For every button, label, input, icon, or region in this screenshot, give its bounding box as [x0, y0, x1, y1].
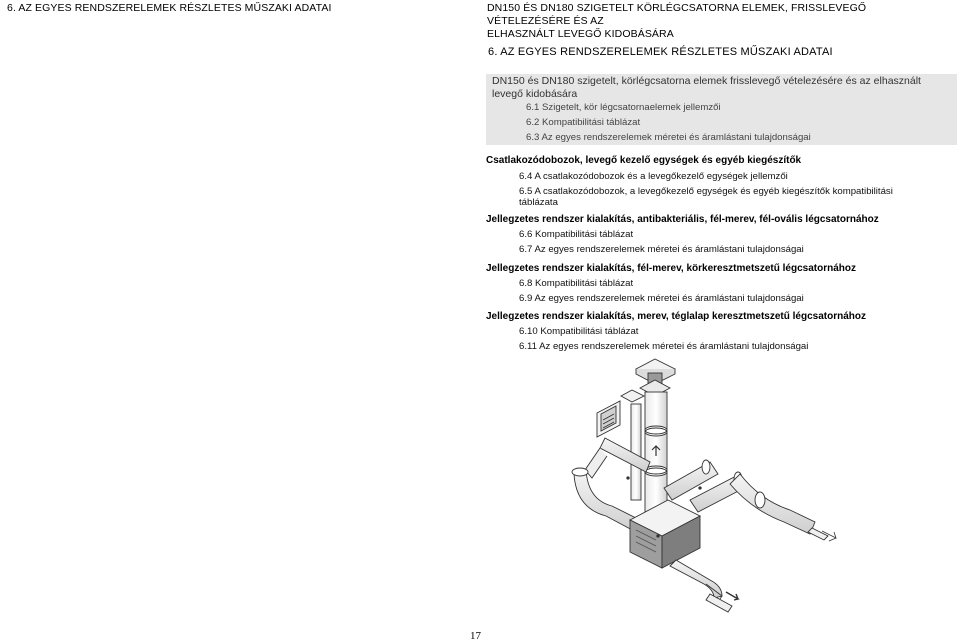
toc-item-6-11: 6.11 Az egyes rendszerelemek méretei és áramlástani tulajdonságai — [519, 341, 809, 352]
section-title: 6. AZ EGYES RENDSZERELEMEK RÉSZLETES MŰSZAKI ADATAI — [488, 46, 833, 58]
toc-item-6-1: 6.1 Szigetelt, kör légcsatornaelemek jellemzői — [526, 102, 721, 113]
wall-grille-icon — [597, 401, 620, 437]
toc-group-title-4: Jellegzetes rendszer kialakítás, merev, téglalap keresztmetszetű légcsatornához — [486, 311, 866, 322]
toc-item-6-8: 6.8 Kompatibilitási táblázat — [519, 278, 634, 289]
toc-group-title-1: Csatlakozódobozok, levegő kezelő egységek és egyéb kiegészítők — [486, 155, 802, 166]
toc-item-6-3: 6.3 Az egyes rendszerelemek méretei és áramlástani tulajdonságai — [526, 132, 811, 143]
running-header-right-line1: DN150 ÉS DN180 SZIGETELT KÖRLÉGCSATORNA ELEMEK, FRISSLEVEGŐ VÉTELEZÉSÉRE ÉS AZ — [487, 2, 867, 27]
roof-cap-icon — [636, 359, 675, 396]
inflow-arrow-icon — [726, 592, 738, 600]
toc-item-6-10: 6.10 Kompatibilitási táblázat — [519, 326, 639, 337]
toc-item-6-5-cont: táblázata — [519, 197, 558, 208]
toc-item-6-5: 6.5 A csatlakozódobozok, a levegőkezelő egységek és egyéb kiegészítők kompatibilitási — [519, 186, 893, 197]
running-header-left: 6. AZ EGYES RENDSZERELEMEK RÉSZLETES MŰSZAKI ADATAI — [7, 2, 332, 14]
toc-group-title-3: Jellegzetes rendszer kialakítás, fél-merev, körkeresztmetszetű légcsatornához — [486, 263, 856, 274]
air-handling-unit-icon — [630, 500, 700, 568]
running-header-right-line2: ELHASZNÁLT LEVEGŐ KIDOBÁSÁRA — [487, 28, 674, 40]
band-heading-line2: levegő kidobására — [492, 87, 578, 100]
toc-item-6-9: 6.9 Az egyes rendszerelemek méretei és áramlástani tulajdonságai — [519, 293, 804, 304]
toc-item-6-4: 6.4 A csatlakozódobozok és a levegőkezelő egységek jellemzői — [519, 171, 788, 182]
page-number: 17 — [470, 630, 481, 642]
bottom-inlet-duct — [670, 560, 732, 612]
toc-group-title-2: Jellegzetes rendszer kialakítás, antibakteriális, fél-merev, fél-ovális légcsatornához — [486, 214, 879, 225]
left-riser-duct — [621, 390, 644, 500]
toc-item-6-7: 6.7 Az egyes rendszerelemek méretei és áramlástani tulajdonságai — [519, 244, 804, 255]
vertical-riser-duct — [645, 392, 667, 512]
toc-item-6-6: 6.6 Kompatibilitási táblázat — [519, 229, 634, 240]
toc-item-6-2: 6.2 Kompatibilitási táblázat — [526, 117, 641, 128]
right-outlet-duct — [730, 474, 828, 540]
band-heading-line1: DN150 és DN180 szigetelt, körlégcsatorna elemek frisslevegő vételezésére és az elhasznált — [492, 75, 921, 87]
